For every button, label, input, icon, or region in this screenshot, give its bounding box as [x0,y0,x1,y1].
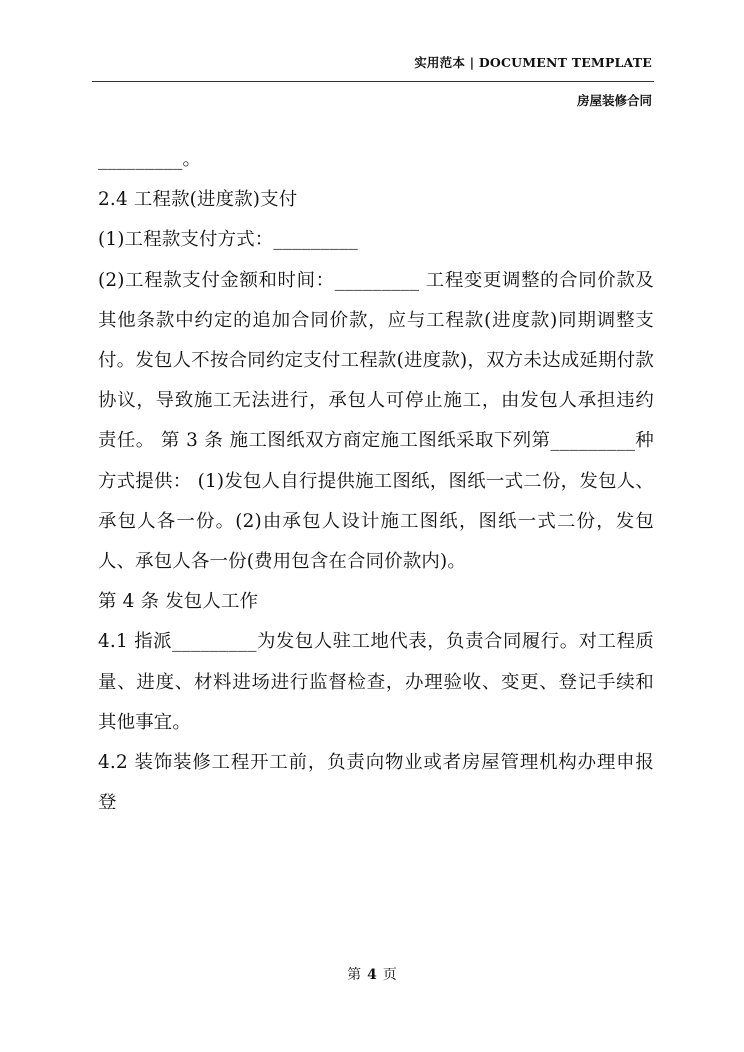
document-subtitle: 房屋装修合同 [576,93,652,108]
section-heading: 2.4 工程款(进度款)支付 [98,189,298,211]
header-title: 实用范本 | DOCUMENT TEMPLATE [414,55,652,70]
page-footer [0,964,744,984]
paragraph: 4.2 装饰装修工程开工前，负责向物业或者房屋管理机构办理申报登 [98,752,654,814]
paragraph: _________。 [98,149,202,170]
document-body [98,140,654,823]
footer-prefix: 第 [347,967,362,983]
paragraph: (2)工程款支付金额和时间：_________ 工程变更调整的合同价款及其他条款中约定的追加合同价款，应与工程款(进度款)同期调整支付。发包人不按合同约定支付工程款(进度款)，双方未达成延期付款协议，导致施工无法进行，承包人可停止施工，由发包人承担违约责任。 第 3 条 施工图纸双方商定施工图纸采取下列第_________种方式提供： (1)发包人自行提供施工图纸，图纸一式二份，发包人、承包人各一份。(2)由承包人设计施工图纸，图纸一式二份，发包人、承包人各一份(费用包含在合同价款内)。 [98,269,654,573]
paragraph: (1)工程款支付方式：_________ [98,229,358,251]
paragraph: 4.1 指派_________为发包人驻工地代表，负责合同履行。对工程质量、进度、材料进场进行监督检查，办理验收、变更、登记手续和其他事宜。 [98,631,654,733]
section-heading: 第 4 条 发包人工作 [98,591,259,613]
footer-suffix: 页 [382,967,397,983]
header-divider [92,81,654,82]
page-number: 4 [367,967,377,983]
